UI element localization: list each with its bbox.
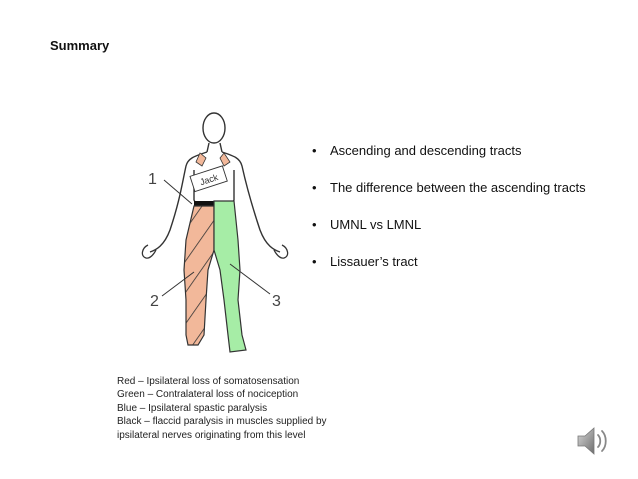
bullet-dot: • [312, 217, 317, 232]
bullet-item [312, 180, 586, 196]
color-legend [117, 375, 327, 442]
legend-line: Green – Contralateral loss of nociception [117, 389, 299, 401]
head [203, 113, 225, 152]
bullet-dot: • [312, 143, 317, 158]
slide-title: Summary [50, 38, 110, 53]
lesion-band [194, 201, 214, 206]
right-hand [274, 245, 288, 258]
bullet-text: The difference between the ascending tracts [330, 180, 586, 195]
bullet-dot: • [312, 254, 317, 269]
callout-3: 3 [272, 293, 281, 310]
name-tag-label: Jack [198, 172, 220, 188]
callout-2: 2 [150, 293, 159, 310]
bullet-dot: • [312, 180, 317, 195]
bullet-text: Lissauer’s tract [330, 254, 418, 269]
speaker-icon[interactable] [574, 423, 610, 459]
callout-1: 1 [148, 171, 157, 188]
bullet-list [312, 143, 586, 291]
legend-line: Blue – Ipsilateral spastic paralysis [117, 402, 268, 414]
legend-line: Red – Ipsilateral loss of somatosensation [117, 376, 300, 387]
legend-line: Black – flaccid paralysis in muscles supplied by [117, 416, 327, 428]
bullet-item [312, 217, 586, 233]
legend-line: ipsilateral nerves originating from this level [117, 429, 306, 441]
left-hand [142, 245, 156, 258]
bullet-item [312, 254, 586, 270]
body-diagram [100, 100, 330, 370]
red-zone [184, 206, 214, 345]
neck-dermatome [196, 153, 230, 166]
name-tag [190, 166, 227, 192]
green-zone [214, 201, 246, 352]
bullet-text: Ascending and descending tracts [330, 143, 522, 158]
bullet-item [312, 143, 586, 159]
bullet-text: UMNL vs LMNL [330, 217, 422, 232]
